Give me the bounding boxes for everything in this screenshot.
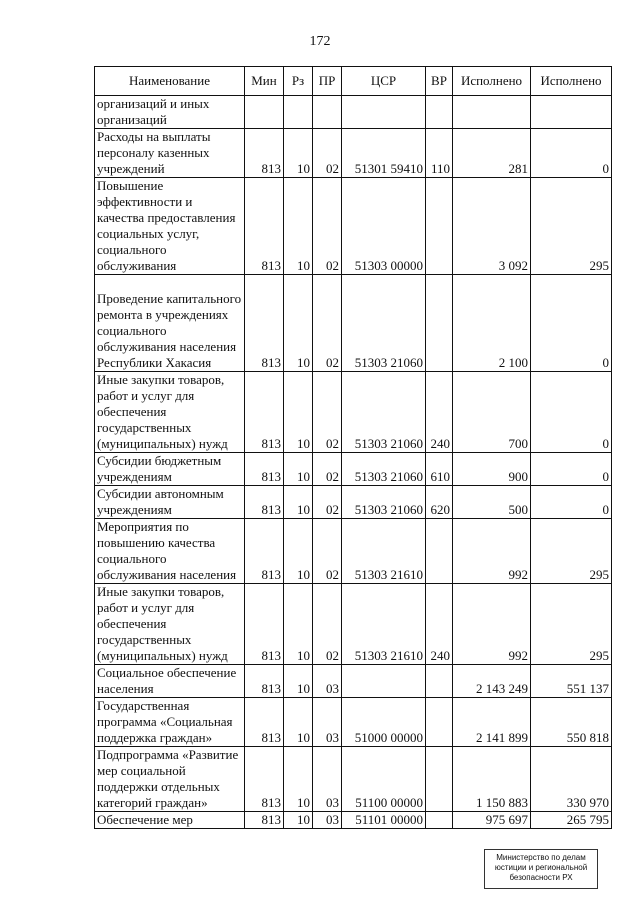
cell-min: 813 bbox=[245, 453, 284, 486]
cell-csr: 51301 59410 bbox=[342, 129, 426, 178]
cell-pr: 02 bbox=[313, 275, 342, 372]
cell-ex1: 3 092 bbox=[453, 178, 531, 275]
cell-name: Обеспечение мер bbox=[95, 812, 245, 829]
cell-ex1: 975 697 bbox=[453, 812, 531, 829]
cell-vr bbox=[426, 178, 453, 275]
header-name: Наименование bbox=[95, 67, 245, 96]
cell-min: 813 bbox=[245, 486, 284, 519]
cell-csr: 51303 21060 bbox=[342, 486, 426, 519]
cell-ex2: 295 bbox=[531, 178, 612, 275]
cell-csr bbox=[342, 96, 426, 129]
ministry-stamp: Министерство по делам юстиции и региональной безопасности РХ bbox=[484, 849, 598, 889]
cell-vr bbox=[426, 665, 453, 698]
cell-rz: 10 bbox=[284, 275, 313, 372]
cell-csr: 51303 21610 bbox=[342, 584, 426, 665]
cell-ex2: 295 bbox=[531, 584, 612, 665]
cell-name: Государственная программа «Социальная поддержка граждан» bbox=[95, 698, 245, 747]
cell-min: 813 bbox=[245, 812, 284, 829]
table-row bbox=[95, 178, 612, 275]
cell-ex1: 900 bbox=[453, 453, 531, 486]
cell-min bbox=[245, 96, 284, 129]
header-executed-1: Исполнено bbox=[453, 67, 531, 96]
table-row bbox=[95, 275, 612, 372]
header-vr: ВР bbox=[426, 67, 453, 96]
header-row bbox=[95, 67, 612, 96]
cell-ex2: 265 795 bbox=[531, 812, 612, 829]
cell-name: Повышение эффективности и качества предоставления социальных услуг, социального обслуживания bbox=[95, 178, 245, 275]
cell-name: Мероприятия по повышению качества социального обслуживания населения bbox=[95, 519, 245, 584]
cell-pr bbox=[313, 96, 342, 129]
cell-csr: 51303 21610 bbox=[342, 519, 426, 584]
cell-rz: 10 bbox=[284, 584, 313, 665]
cell-name: организаций и иных организаций bbox=[95, 96, 245, 129]
cell-name: Проведение капитального ремонта в учреждениях социального обслуживания населения Республики Хакасия bbox=[95, 275, 245, 372]
cell-vr bbox=[426, 519, 453, 584]
table-row bbox=[95, 96, 612, 129]
cell-rz: 10 bbox=[284, 812, 313, 829]
table-row bbox=[95, 747, 612, 812]
cell-ex1: 281 bbox=[453, 129, 531, 178]
cell-vr: 610 bbox=[426, 453, 453, 486]
cell-ex1: 1 150 883 bbox=[453, 747, 531, 812]
cell-vr bbox=[426, 747, 453, 812]
cell-min: 813 bbox=[245, 519, 284, 584]
table-row bbox=[95, 453, 612, 486]
cell-min: 813 bbox=[245, 129, 284, 178]
cell-vr bbox=[426, 698, 453, 747]
cell-rz: 10 bbox=[284, 129, 313, 178]
table-row bbox=[95, 698, 612, 747]
cell-vr: 240 bbox=[426, 372, 453, 453]
cell-rz: 10 bbox=[284, 178, 313, 275]
cell-ex1: 2 143 249 bbox=[453, 665, 531, 698]
cell-rz: 10 bbox=[284, 698, 313, 747]
cell-rz: 10 bbox=[284, 665, 313, 698]
cell-ex2: 330 970 bbox=[531, 747, 612, 812]
cell-pr: 03 bbox=[313, 747, 342, 812]
cell-ex2: 550 818 bbox=[531, 698, 612, 747]
cell-ex2: 0 bbox=[531, 275, 612, 372]
cell-csr: 51303 00000 bbox=[342, 178, 426, 275]
cell-min: 813 bbox=[245, 372, 284, 453]
budget-table bbox=[94, 66, 612, 829]
cell-name: Субсидии бюджетным учреждениям bbox=[95, 453, 245, 486]
table-row bbox=[95, 584, 612, 665]
cell-pr: 03 bbox=[313, 812, 342, 829]
header-pr: ПР bbox=[313, 67, 342, 96]
cell-vr: 620 bbox=[426, 486, 453, 519]
cell-csr: 51101 00000 bbox=[342, 812, 426, 829]
cell-min: 813 bbox=[245, 275, 284, 372]
table-row bbox=[95, 519, 612, 584]
cell-name: Подпрограмма «Развитие мер социальной поддержки отдельных категорий граждан» bbox=[95, 747, 245, 812]
cell-name: Субсидии автономным учреждениям bbox=[95, 486, 245, 519]
header-csr: ЦСР bbox=[342, 67, 426, 96]
cell-ex2 bbox=[531, 96, 612, 129]
cell-pr: 02 bbox=[313, 519, 342, 584]
cell-csr: 51303 21060 bbox=[342, 453, 426, 486]
cell-pr: 02 bbox=[313, 178, 342, 275]
cell-csr: 51303 21060 bbox=[342, 275, 426, 372]
cell-pr: 03 bbox=[313, 698, 342, 747]
cell-pr: 02 bbox=[313, 584, 342, 665]
cell-rz: 10 bbox=[284, 372, 313, 453]
cell-ex2: 0 bbox=[531, 486, 612, 519]
cell-vr: 110 bbox=[426, 129, 453, 178]
cell-vr bbox=[426, 96, 453, 129]
table-row bbox=[95, 486, 612, 519]
cell-pr: 02 bbox=[313, 129, 342, 178]
cell-rz: 10 bbox=[284, 486, 313, 519]
cell-name: Иные закупки товаров, работ и услуг для обеспечения государственных (муниципальных) нужд bbox=[95, 372, 245, 453]
cell-min: 813 bbox=[245, 665, 284, 698]
table-row bbox=[95, 812, 612, 829]
cell-name: Социальное обеспечение населения bbox=[95, 665, 245, 698]
page-number: 172 bbox=[309, 34, 331, 49]
cell-vr bbox=[426, 275, 453, 372]
cell-ex1: 500 bbox=[453, 486, 531, 519]
cell-ex1: 992 bbox=[453, 519, 531, 584]
cell-ex1: 700 bbox=[453, 372, 531, 453]
cell-pr: 03 bbox=[313, 665, 342, 698]
cell-name: Расходы на выплаты персоналу казенных учреждений bbox=[95, 129, 245, 178]
cell-csr: 51000 00000 bbox=[342, 698, 426, 747]
cell-min: 813 bbox=[245, 698, 284, 747]
cell-pr: 02 bbox=[313, 486, 342, 519]
cell-rz: 10 bbox=[284, 519, 313, 584]
cell-ex1: 2 100 bbox=[453, 275, 531, 372]
cell-ex1: 992 bbox=[453, 584, 531, 665]
table-row bbox=[95, 129, 612, 178]
cell-ex2: 0 bbox=[531, 372, 612, 453]
cell-ex2: 295 bbox=[531, 519, 612, 584]
cell-ex1 bbox=[453, 96, 531, 129]
cell-pr: 02 bbox=[313, 453, 342, 486]
cell-pr: 02 bbox=[313, 372, 342, 453]
cell-rz: 10 bbox=[284, 453, 313, 486]
cell-ex1: 2 141 899 bbox=[453, 698, 531, 747]
cell-rz bbox=[284, 96, 313, 129]
cell-min: 813 bbox=[245, 178, 284, 275]
table-row bbox=[95, 665, 612, 698]
cell-min: 813 bbox=[245, 584, 284, 665]
cell-ex2: 0 bbox=[531, 453, 612, 486]
cell-vr bbox=[426, 812, 453, 829]
cell-vr: 240 bbox=[426, 584, 453, 665]
header-rz: Рз bbox=[284, 67, 313, 96]
header-executed-2: Исполнено bbox=[531, 67, 612, 96]
cell-csr: 51303 21060 bbox=[342, 372, 426, 453]
cell-name: Иные закупки товаров, работ и услуг для обеспечения государственных (муниципальных) нужд bbox=[95, 584, 245, 665]
table-row bbox=[95, 372, 612, 453]
cell-ex2: 0 bbox=[531, 129, 612, 178]
cell-min: 813 bbox=[245, 747, 284, 812]
cell-rz: 10 bbox=[284, 747, 313, 812]
header-min: Мин bbox=[245, 67, 284, 96]
cell-csr: 51100 00000 bbox=[342, 747, 426, 812]
cell-ex2: 551 137 bbox=[531, 665, 612, 698]
cell-csr bbox=[342, 665, 426, 698]
